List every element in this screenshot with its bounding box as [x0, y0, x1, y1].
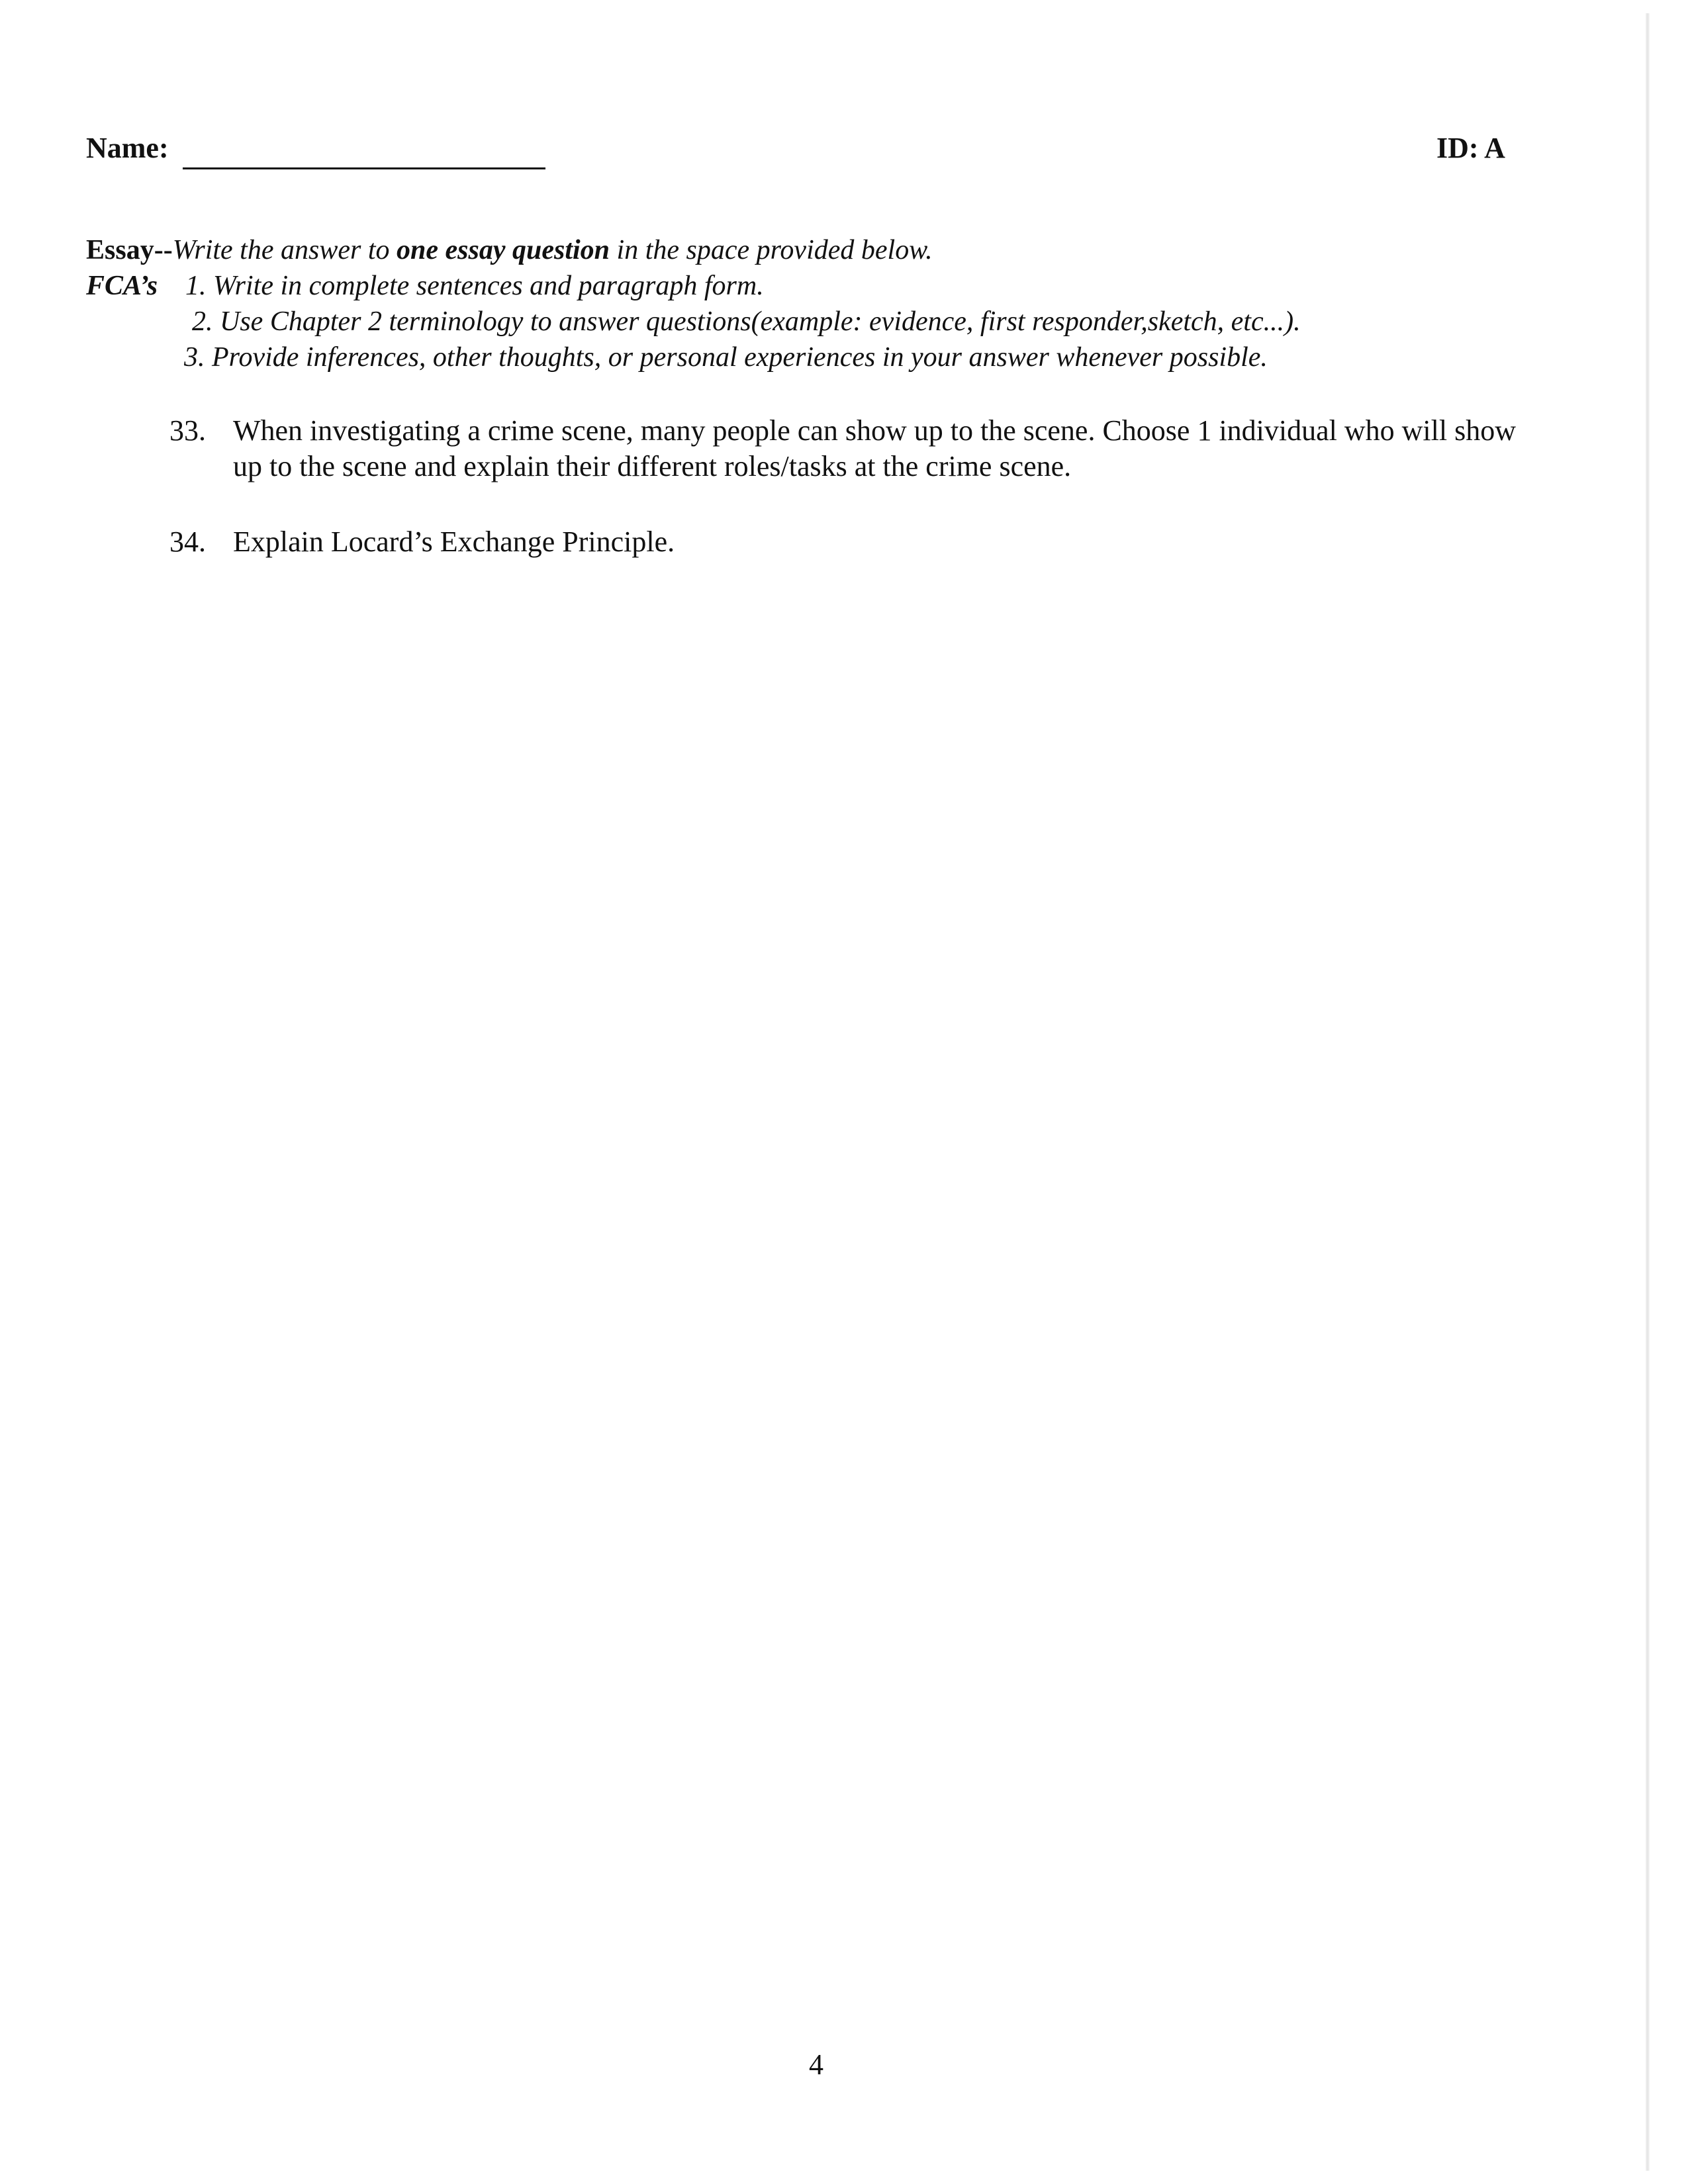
question-text: When investigating a crime scene, many people can show up to the scene. Choose 1 individual who will show up to the scene and explain their different roles/tasks at the crime scene.	[233, 414, 1516, 482]
fca-item-2: 2. Use Chapter 2 terminology to answer questions(example: evidence, first responder,sketch, etc...).	[192, 306, 1301, 337]
name-blank-line	[183, 167, 545, 169]
name-label: Name:	[86, 132, 169, 164]
essay-label: Essay--	[86, 235, 173, 265]
page-number: 4	[809, 2048, 823, 2081]
scan-edge-shadow	[1646, 13, 1650, 2171]
essay-text-1: Write the answer to	[172, 235, 397, 265]
question-number: 34.	[169, 525, 206, 558]
question-33	[169, 413, 1520, 484]
id-label: ID: A	[1436, 132, 1505, 164]
fca-item-1: 1. Write in complete sentences and paragraph form.	[185, 271, 764, 301]
fca-label: FCA’s	[86, 271, 158, 301]
question-number: 33.	[169, 414, 206, 447]
essay-text-2: in the space provided below.	[610, 235, 933, 265]
fca-item-3: 3. Provide inferences, other thoughts, or personal experiences in your answer whenever possible.	[184, 342, 1268, 373]
question-34	[169, 524, 1520, 560]
question-text: Explain Locard’s Exchange Principle.	[233, 525, 675, 558]
essay-instructions	[86, 234, 933, 266]
fca-line	[86, 270, 764, 302]
essay-emphasis: one essay question	[397, 235, 610, 265]
